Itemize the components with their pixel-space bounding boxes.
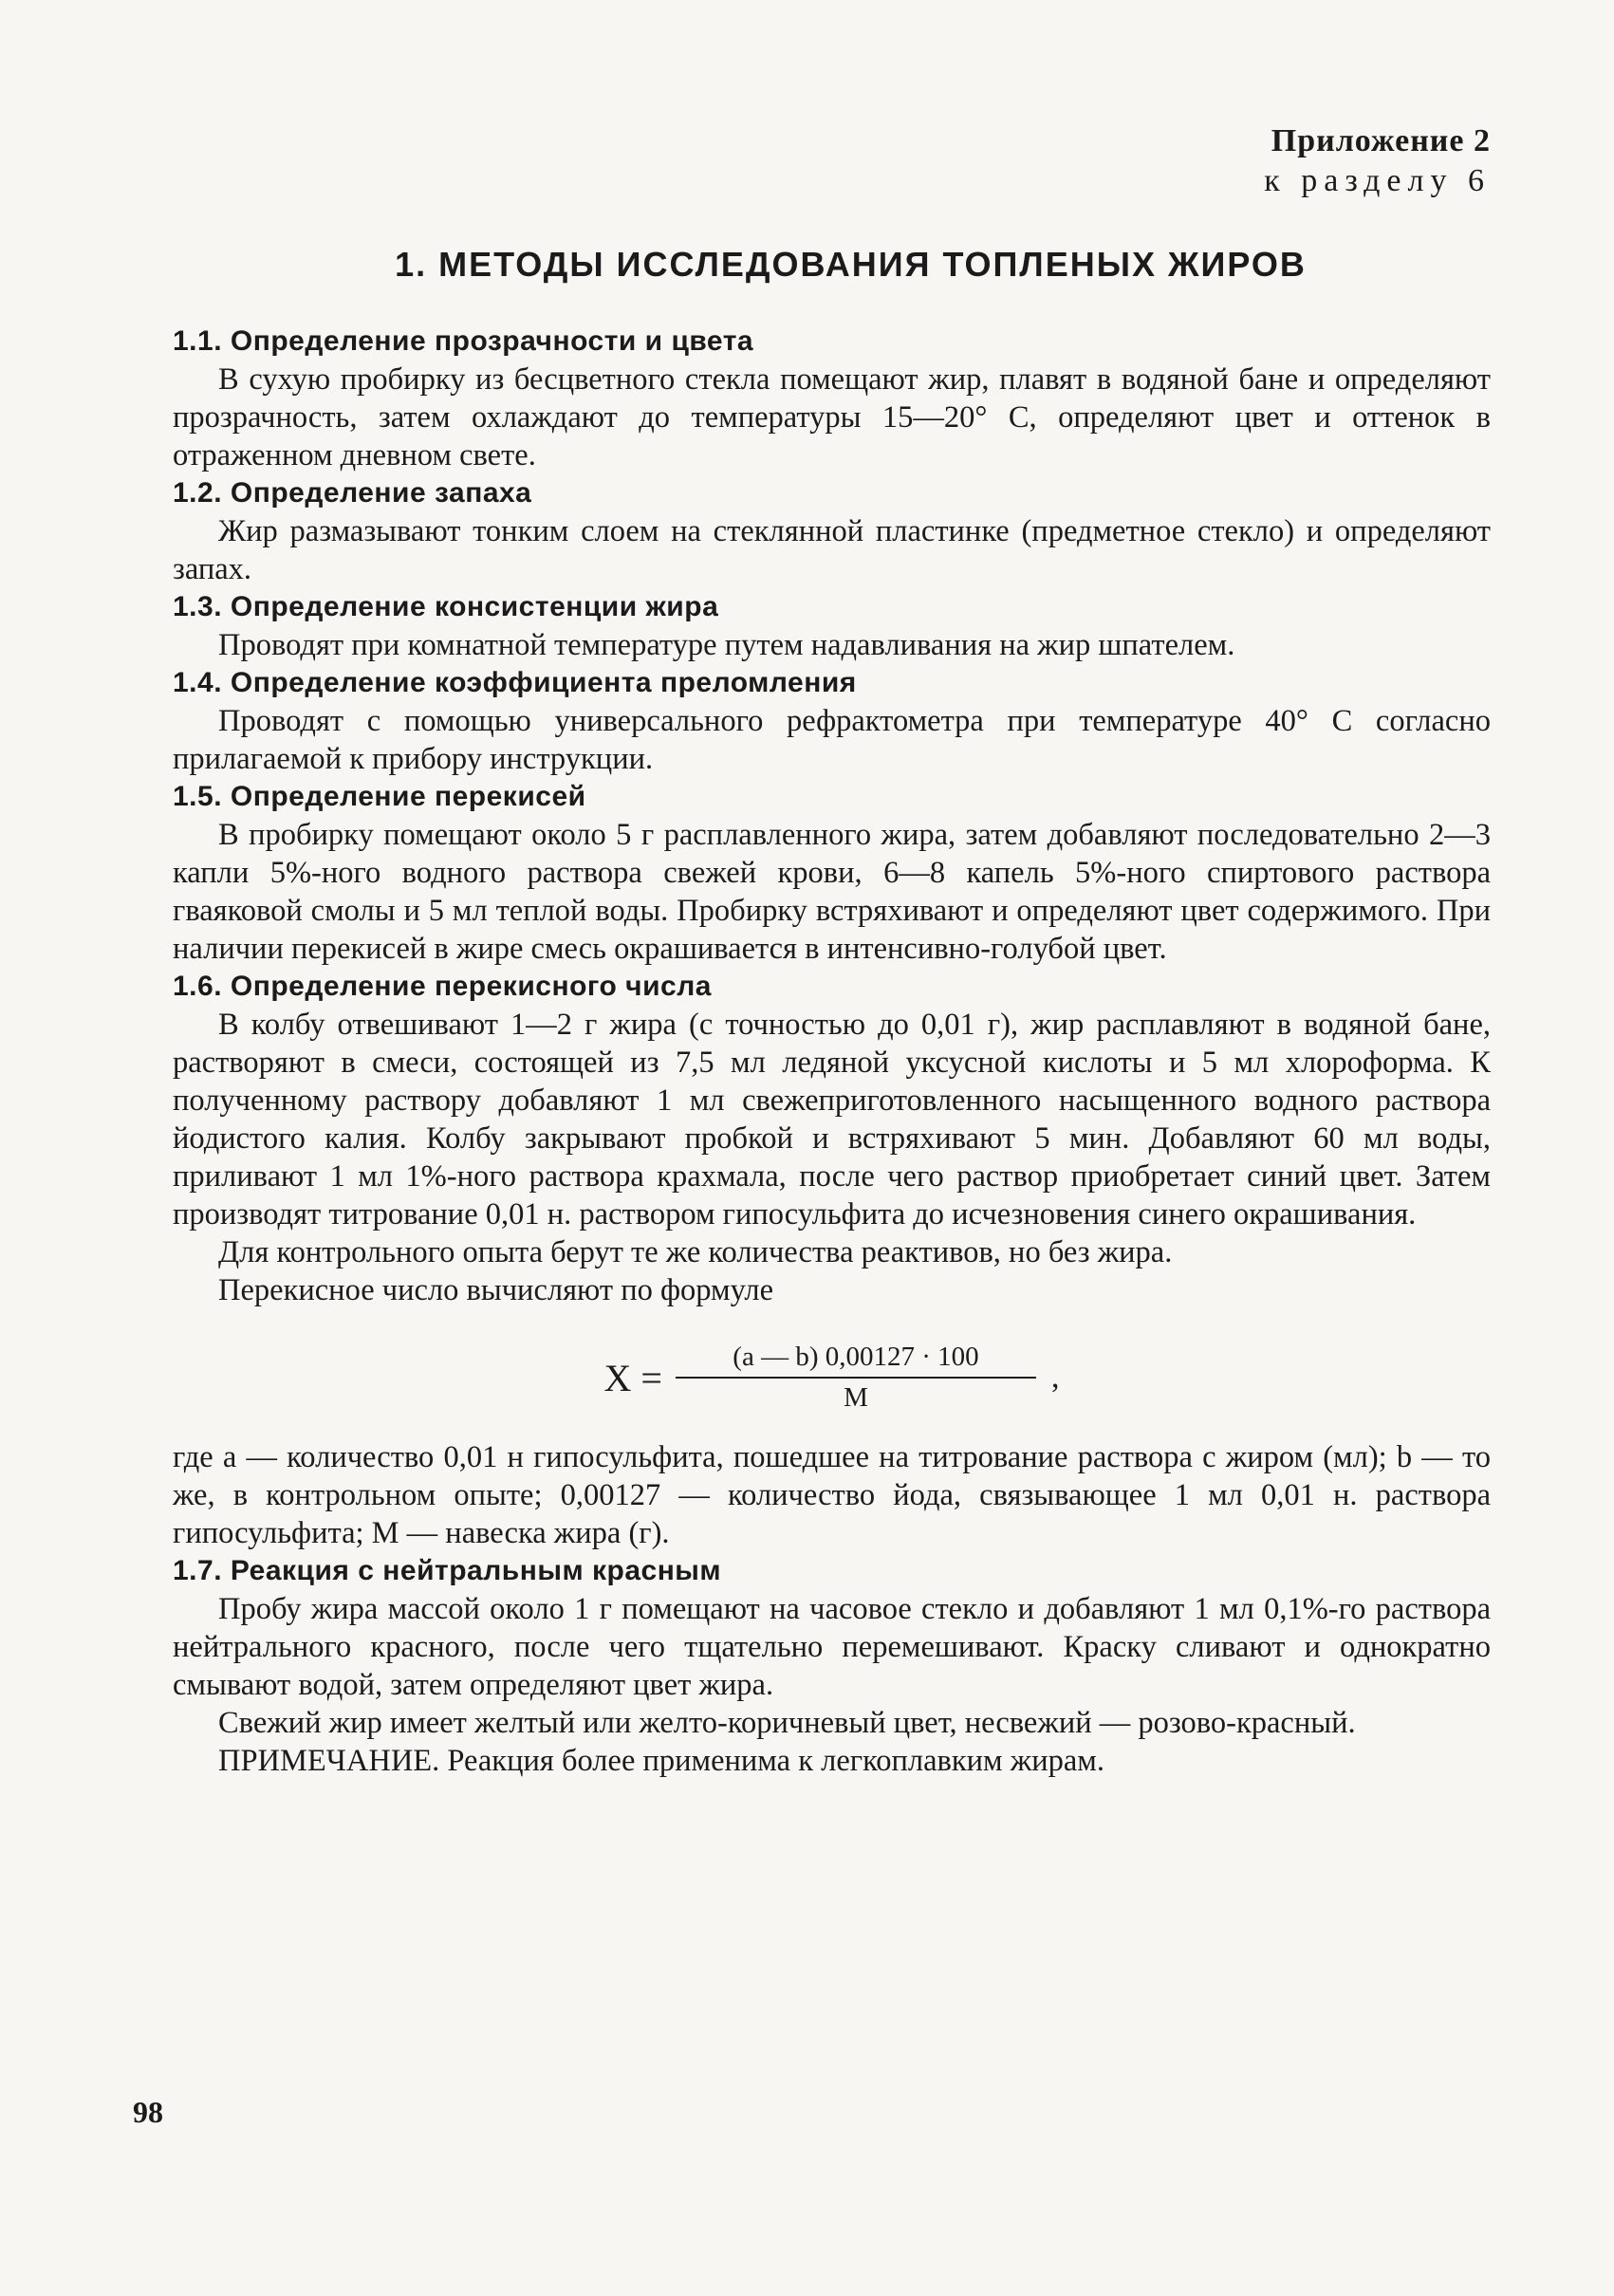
section-1-7-title: 1.7. Реакция с нейтральным красным <box>173 1555 722 1586</box>
section-1-6-paragraph-4: где a — количество 0,01 н гипосульфита, пошедшее на титрование раствора с жиром (мл); b — то же, в контрольном опыте; 0,00127 — количество йода, связывающее 1 мл 0,01 н. раствора гипосульфита; M — навеска жира (г). <box>173 1440 1491 1550</box>
appendix-reference <box>173 121 1491 201</box>
formula-trailing: , <box>1050 1360 1060 1395</box>
formula-denominator: M <box>844 1382 868 1413</box>
section-1-4-paragraph: Проводят с помощью универсального рефрактометра при температуре 40° С согласно прилагаемой к прибору инструкции. <box>173 704 1491 776</box>
section-1-4-title: 1.4. Определение коэффициента преломления <box>173 667 857 698</box>
section-1-6-paragraph-3: Перекисное число вычисляют по формуле <box>218 1273 774 1307</box>
section-1-2-title: 1.2. Определение запаха <box>173 477 532 509</box>
section-1-1-paragraph: В сухую пробирку из бесцветного стекла помещают жир, плавят в водяной бане и определяют прозрачность, затем охлаждают до температуры 15—20° С, определяют цвет и оттенок в отраженном дневном свете. <box>173 362 1491 472</box>
section-1-3-paragraph: Проводят при комнатной температуре путем надавливания на жир шпателем. <box>218 628 1235 662</box>
section-1-7-paragraph-1: Пробу жира массой около 1 г помещают на часовое стекло и добавляют 1 мл 0,1%-го раствора нейтрального красного, после чего тщательно перемешивают. Краску сливают и однократно смывают водой, затем определяют цвет жира. <box>173 1592 1491 1702</box>
section-1-5-title: 1.5. Определение перекисей <box>173 781 586 812</box>
formula-numerator: (a — b) 0,00127 · 100 <box>733 1342 979 1372</box>
section-1-7-paragraph-2: Свежий жир имеет желтый или желто-коричневый цвет, несвежий — розово-красный. <box>218 1706 1356 1740</box>
peroxide-formula <box>173 1342 1491 1414</box>
section-1-6-paragraph-2: Для контрольного опыта берут те же количества реактивов, но без жира. <box>218 1235 1173 1269</box>
section-1-6-title: 1.6. Определение перекисного числа <box>173 971 712 1002</box>
section-1-3-title: 1.3. Определение консистенции жира <box>173 591 719 622</box>
appendix-line-1: Приложение 2 <box>1271 123 1491 158</box>
formula-fraction <box>676 1342 1036 1414</box>
appendix-line-2: к разделу 6 <box>1264 163 1491 198</box>
section-1-1-title: 1.1. Определение прозрачности и цвета <box>173 325 754 357</box>
section-1-7-note: ПРИМЕЧАНИЕ. Реакция более применима к легкоплавким жирам. <box>218 1744 1104 1778</box>
formula-lhs: X = <box>603 1356 662 1399</box>
page-number: 98 <box>133 2095 163 2129</box>
section-1-5-paragraph: В пробирку помещают около 5 г расплавленного жира, затем добавляют последовательно 2—3 капли 5%-ного водного раствора свежей крови, 6—8 капель 5%-ного спиртового раствора гваяковой смолы и 5 мл теплой воды. Пробирку встряхивают и определяют цвет содержимого. При наличии перекисей в жире смесь окрашивается в интенсивно-голубой цвет. <box>173 818 1491 966</box>
document-title: 1. МЕТОДЫ ИССЛЕДОВАНИЯ ТОПЛЕНЫХ ЖИРОВ <box>395 245 1307 284</box>
section-1-2-paragraph: Жир размазывают тонким слоем на стеклянной пластинке (предметное стекло) и определяют запах. <box>173 514 1491 586</box>
section-1-6-paragraph-1: В колбу отвешивают 1—2 г жира (с точностью до 0,01 г), жир расплавляют в водяной бане, растворяют в смеси, состоящей из 7,5 мл ледяной уксусной кислоты и 5 мл хлороформа. К полученному раствору добавляют 1 мл свежеприготовленного насыщенного водного раствора йодистого калия. Колбу закрывают пробкой и встряхивают 5 мин. Добавляют 60 мл воды, приливают 1 мл 1%-ного раствора крахмала, после чего раствор приобретает синий цвет. Затем производят титрование 0,01 н. раствором гипосульфита до исчезновения синего окрашивания. <box>173 1008 1491 1231</box>
